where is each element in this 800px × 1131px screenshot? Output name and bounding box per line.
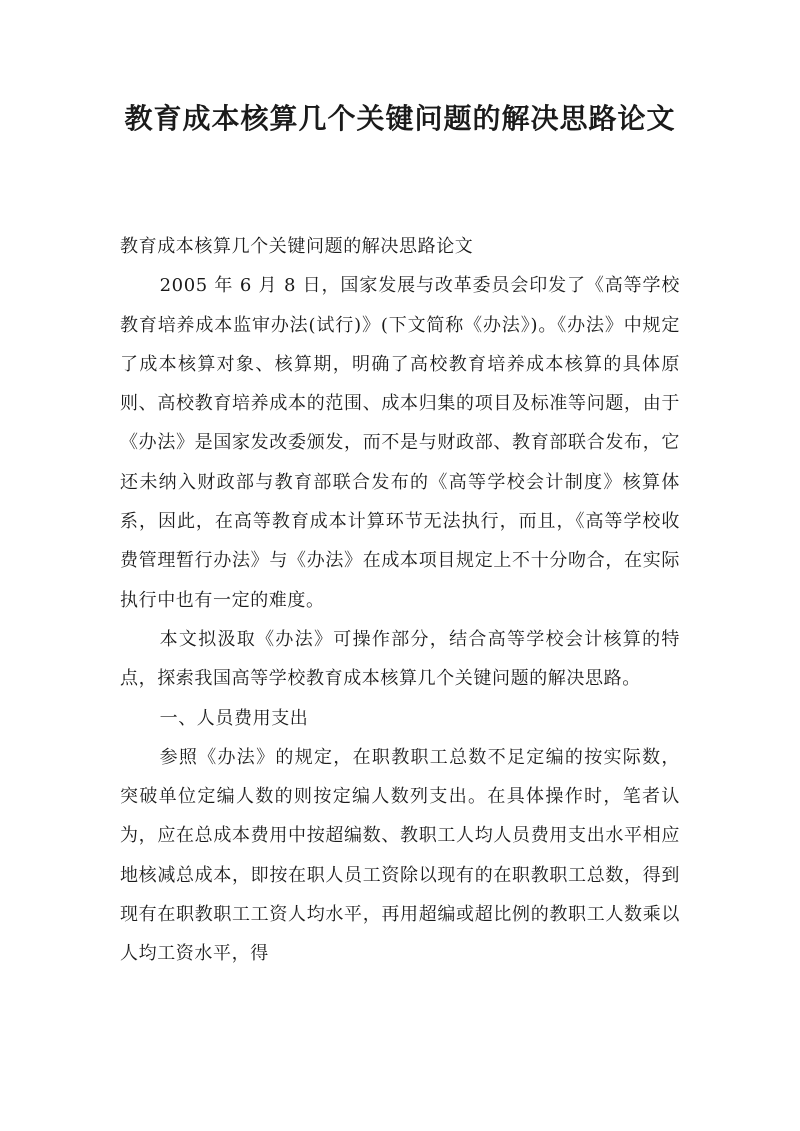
body-paragraph: 2005 年 6 月 8 日，国家发展与改革委员会印发了《高等学校教育培养成本监审办法(试行)》(下文简称《办法》)。《办法》中规定了成本核算对象、核算期，明确了高校教育培养成本核算的具体原则、高校教育培养成本的范围、成本归集的项目及标准等问题，由于《办法》是国家发改委颁发，而不是与财政部、教育部联合发布，它还未纳入财政部与教育部联合发布的《高等学校会计制度》核算体系，因此，在高等教育成本计算环节无法执行，而且，《高等学校收费管理暂行办法》与《办法》在成本项目规定上不十分吻合，在实际执行中也有一定的难度。 xyxy=(120,275,680,611)
section-heading: 一、人员费用支出 xyxy=(159,707,309,729)
document-body xyxy=(120,227,680,974)
document-title: 教育成本核算几个关键问题的解决思路论文 xyxy=(124,102,676,135)
body-paragraph: 参照《办法》的规定，在职教职工总数不足定编的按实际数，突破单位定编人数的则按定编人数列支出。在具体操作时，笔者认为，应在总成本费用中按超编数、教职工人均人员费用支出水平相应地核减总成本，即按在职人员工资除以现有的在职教职工总数，得到现有在职教职工工资人均水平，再用超编或超比例的教职工人数乘以人均工资水平，得 xyxy=(120,746,680,965)
body-paragraph: 本文拟汲取《办法》可操作部分，结合高等学校会计核算的特点，探索我国高等学校教育成本核算几个关键问题的解决思路。 xyxy=(120,628,680,690)
subtitle-paragraph: 教育成本核算几个关键问题的解决思路论文 xyxy=(120,236,474,257)
